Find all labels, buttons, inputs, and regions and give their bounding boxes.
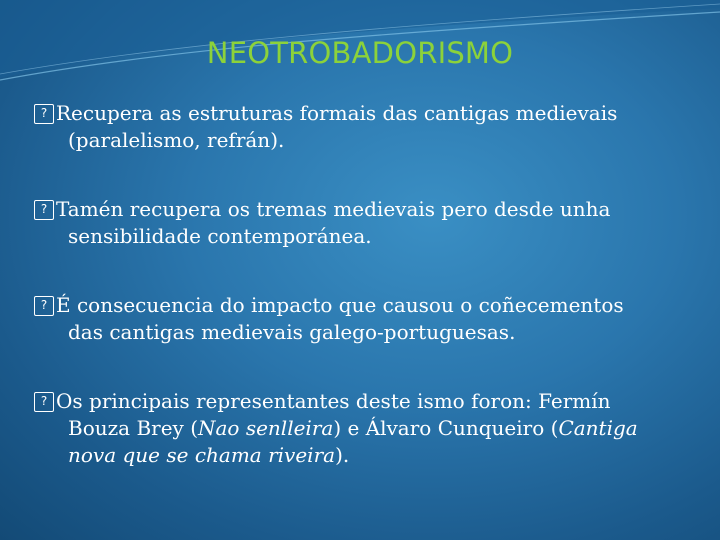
bullet-text bbox=[56, 388, 674, 469]
bullet-item bbox=[34, 100, 674, 154]
work-title: Nao senlleira bbox=[198, 416, 334, 440]
text-segment: ). bbox=[335, 443, 350, 467]
bullet-line: É consecuencia do impacto que causou o coñecementos bbox=[56, 293, 624, 317]
text-segment: Bouza Brey ( bbox=[68, 416, 198, 440]
work-title: Cantiga bbox=[558, 416, 638, 440]
bullet-item bbox=[34, 196, 674, 250]
bullet-line: das cantigas medievais galego-portuguesas. bbox=[68, 320, 516, 344]
bullet-line: (paralelismo, refrán). bbox=[68, 128, 285, 152]
bullet-item bbox=[34, 292, 674, 346]
bullet-marker-icon: ? bbox=[34, 296, 54, 316]
work-title: nova que se chama riveira bbox=[68, 443, 336, 467]
bullet-line: Tamén recupera os tremas medievais pero desde unha bbox=[56, 197, 611, 221]
bullet-marker-icon: ? bbox=[34, 104, 54, 124]
bullet-line bbox=[56, 415, 674, 442]
bullet-marker-icon: ? bbox=[34, 392, 54, 412]
bullet-text bbox=[56, 292, 674, 346]
bullet-text bbox=[56, 196, 674, 250]
slide-title: NEOTROBADORISMO bbox=[206, 36, 514, 70]
bullet-marker-icon: ? bbox=[34, 200, 54, 220]
bullet-line: Recupera as estruturas formais das cantigas medievais bbox=[56, 101, 618, 125]
bullet-line bbox=[56, 442, 674, 469]
bullet-list bbox=[34, 100, 674, 511]
bullet-line: sensibilidade contemporánea. bbox=[68, 224, 372, 248]
bullet-line: Os principais representantes deste ismo foron: Fermín bbox=[56, 389, 611, 413]
bullet-item bbox=[34, 388, 674, 469]
text-segment: ) e Álvaro Cunqueiro ( bbox=[333, 416, 559, 440]
bullet-text bbox=[56, 100, 674, 154]
